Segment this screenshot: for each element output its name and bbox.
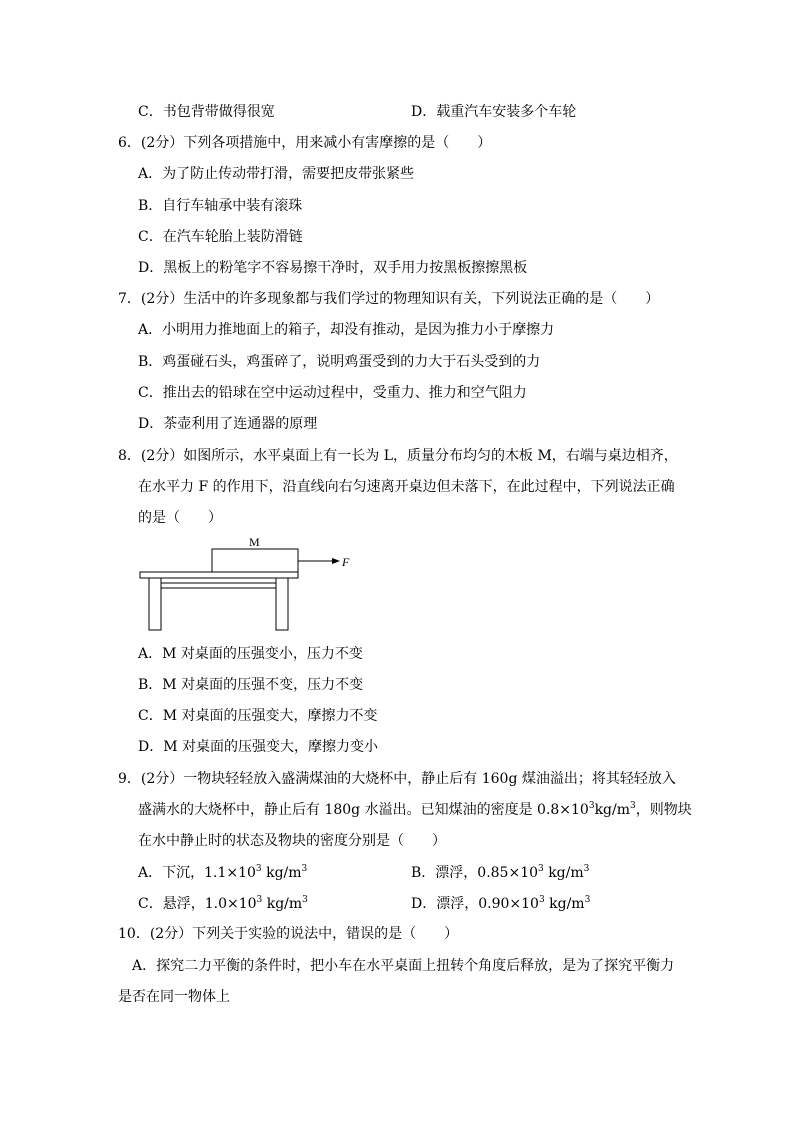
q9-stem-line-3: 在水中静止时的状态及物块的密度分别是（ ）	[138, 833, 446, 849]
q9-option-b: B．漂浮，$0.85\times 10^3$ $kg/m^3$	[411, 864, 590, 881]
q6-option-d: D．黑板上的粉笔字不容易擦干净时，双手用力按黑板擦擦黑板	[138, 260, 528, 276]
force-label: F	[342, 555, 350, 569]
q6-option-c: C．在汽车轮胎上装防滑链	[138, 229, 303, 245]
q8-option-b: B．M 对桌面的压强不变，压力不变	[138, 677, 364, 693]
q8-option-c: C．M 对桌面的压强变大，摩擦力不变	[138, 708, 378, 724]
table-top	[140, 572, 298, 578]
q9-option-c: C．悬浮，$1.0\times 10^3$ $kg/m^3$	[138, 895, 308, 912]
q6-option-b: B．自行车轴承中装有滚珠	[138, 198, 303, 214]
q6-stem: 6．(2分）下列各项措施中，用来减小有害摩擦的是（ ）	[118, 135, 492, 151]
q8-option-d: D．M 对桌面的压强变大，摩擦力变小	[138, 739, 379, 755]
q7-option-c: C．推出去的铅球在空中运动过程中，受重力、推力和空气阻力	[138, 385, 527, 401]
q5-option-d: D．载重汽车安装多个车轮	[411, 104, 577, 120]
q10-stem: 10．(2分）下列关于实验的说法中，错误的是（ ）	[118, 926, 459, 942]
q9-stem-line-2: 盛满水的大烧杯中，静止后有 180g 水溢出。已知煤油的密度是 $0.8\times 10^3kg/m^3$，则物块	[138, 801, 692, 818]
q8-option-a: A．M 对桌面的压强变小，压力不变	[138, 646, 363, 662]
board-m-label: M	[249, 535, 260, 549]
q8-figure	[135, 532, 365, 636]
table-leg-left	[149, 578, 161, 630]
q8-stem-line-2: 在水平力 F 的作用下，沿直线向右匀速离开桌边但未落下，在此过程中，下列说法正确	[138, 479, 675, 495]
q6-option-a: A．为了防止传动带打滑，需要把皮带张紧些	[138, 166, 415, 182]
force-arrowhead	[332, 558, 340, 564]
q8-stem-line-1: 8．(2分）如图所示，水平桌面上有一长为 L，质量分布均匀的木板 M，右端与桌边相齐，	[118, 448, 678, 464]
q7-option-a: A．小明用力推地面上的箱子，却没有推动，是因为推力小于摩擦力	[138, 322, 555, 338]
q10-option-a-line-1: A．探究二力平衡的条件时，把小车在水平桌面上扭转个角度后释放，是为了探究平衡力	[132, 958, 675, 974]
board-m	[212, 549, 298, 572]
table-crossbar	[161, 583, 276, 588]
q5-option-c: C．书包背带做得很宽	[138, 104, 275, 120]
q7-option-d: D．茶壶利用了连通器的原理	[138, 416, 318, 432]
q8-stem-line-3: 的是（ ）	[138, 510, 222, 526]
q7-stem: 7．(2分）生活中的许多现象都与我们学过的物理知识有关，下列说法正确的是（ ）	[118, 291, 660, 307]
q10-option-a-line-2: 是否在同一物体上	[118, 989, 230, 1005]
q9-option-d: D．漂浮，$0.90\times 10^3$ $kg/m^3$	[411, 895, 591, 912]
table-leg-right	[276, 578, 288, 630]
q9-option-a: A．下沉，$1.1\times 10^3$ $kg/m^3$	[138, 864, 308, 881]
q7-option-b: B．鸡蛋碰石头，鸡蛋碎了，说明鸡蛋受到的力大于石头受到的力	[138, 354, 541, 370]
q9-stem-line-1: 9．(2分）一物块轻轻放入盛满煤油的大烧杯中，静止后有 160g 煤油溢出；将其轻轻放入	[118, 771, 676, 787]
